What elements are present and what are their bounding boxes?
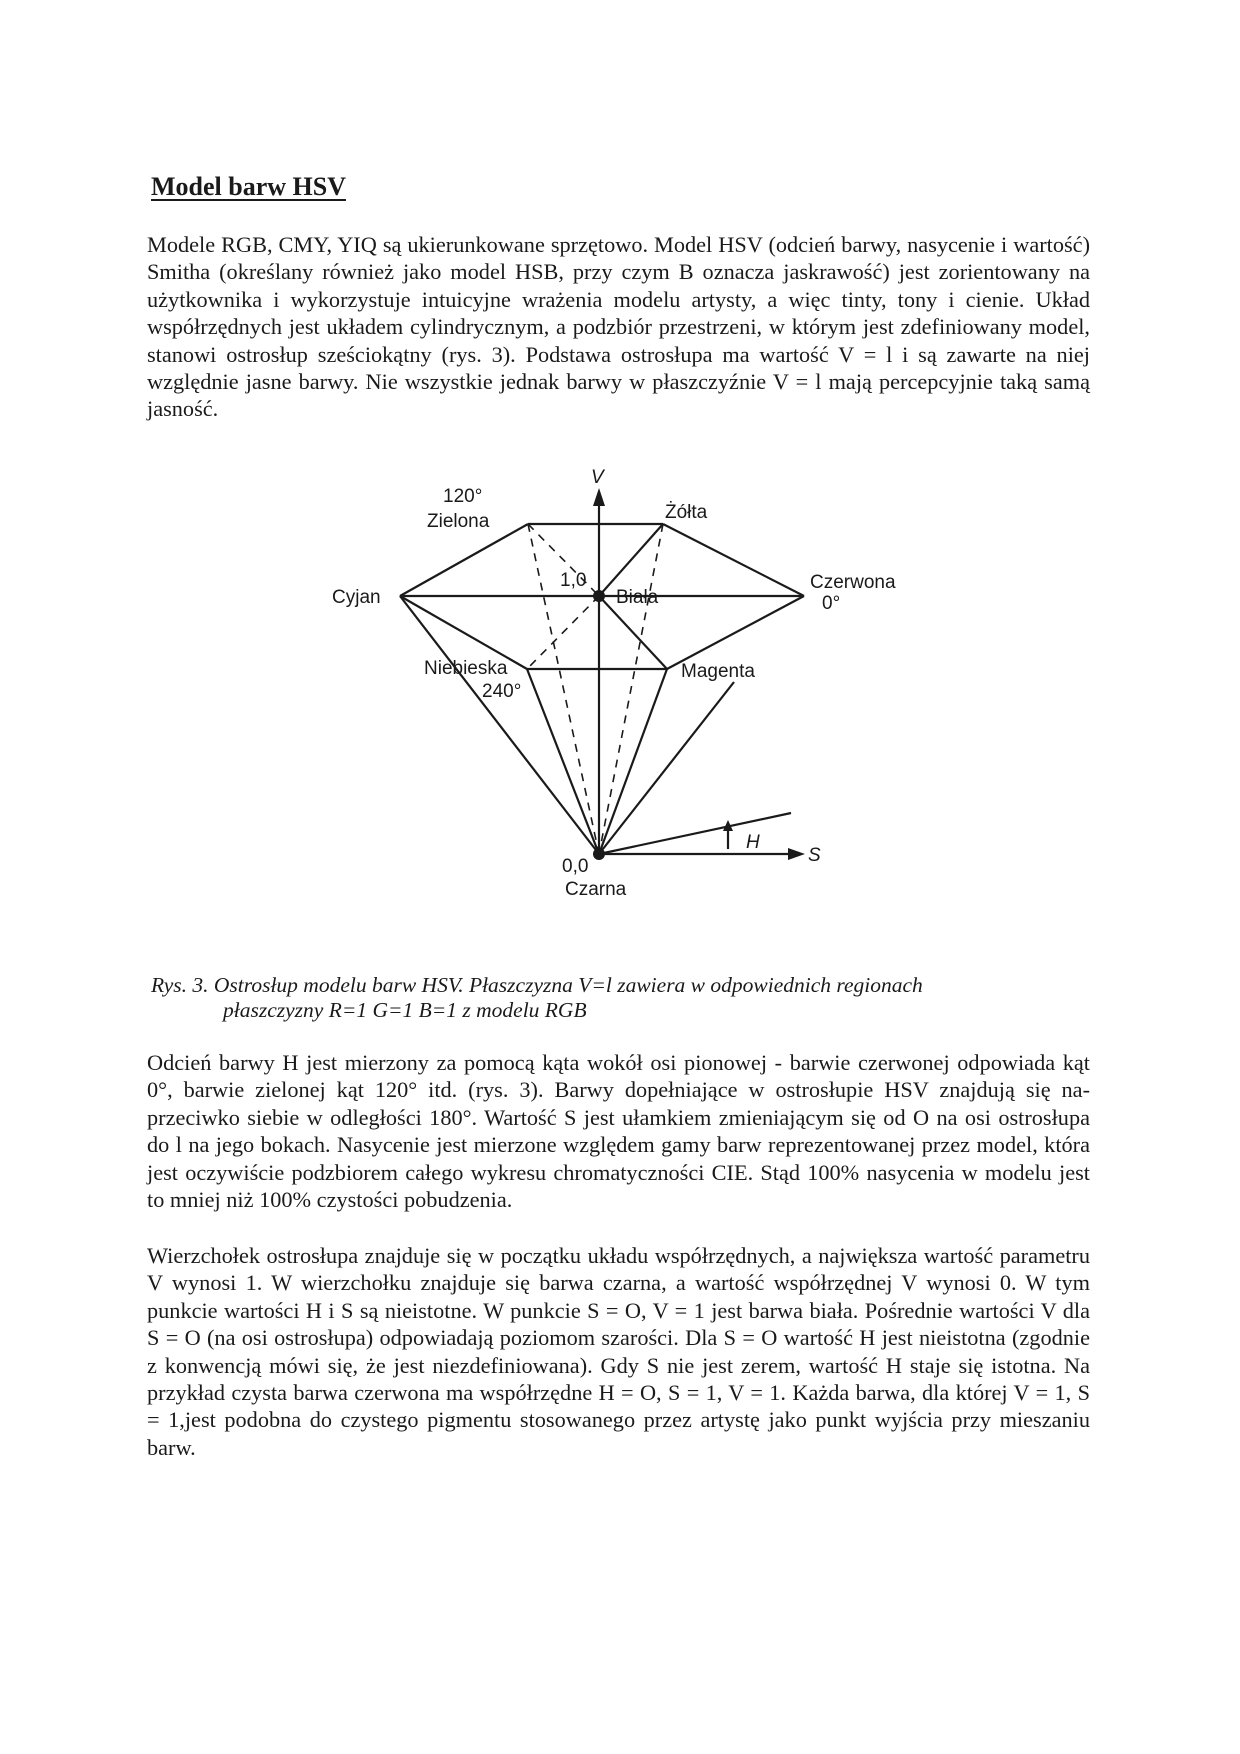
label-axis-h: H <box>746 832 760 853</box>
label-red-angle: 0° <box>822 593 841 614</box>
label-green: Zielona <box>427 511 490 532</box>
hidden-diagonal-white-blue <box>527 596 599 669</box>
hidden-edge-yellow <box>599 524 663 854</box>
cone-edge-red <box>599 682 734 854</box>
label-origin: 0,0 <box>562 856 589 877</box>
label-white: Biała <box>616 587 659 608</box>
black-point <box>593 848 605 860</box>
label-cyan: Cyjan <box>332 587 381 608</box>
label-blue-angle: 240° <box>482 681 522 702</box>
caption-line-1: Rys. 3. Ostrosłup modelu barw HSV. Płaszczyzna V=l zawiera w odpowiednich regionach <box>151 973 923 997</box>
edge-cyan-green <box>400 524 528 596</box>
hsv-hexcone-figure <box>300 460 940 930</box>
page-title: Model barw HSV <box>151 172 346 201</box>
axis-h-line <box>599 813 791 854</box>
caption-line-2: płaszczyzny R=1 G=1 B=1 z modelu RGB <box>223 998 587 1022</box>
label-axis-s: S <box>808 845 821 866</box>
edge-red-magenta <box>667 596 804 669</box>
diagonal-yellow-white <box>599 524 663 596</box>
label-black: Czarna <box>565 879 627 900</box>
paragraph-hue: Odcień barwy H jest mierzony za pomocą kąta wokół osi pionowej - barwie czerwonej odpowiada kąt 0°, barwie zielonej kąt 120° itd. (rys. 3). Barwy dopełniające w ostrosłupie HSV znajdują się na-przeciwko siebie w odległości 180°. Wartość S jest ułamkiem zmieniającym się od O na osi ostrosłupa do l na jego bokach. Nasycenie jest mierzone względem gamy barw reprezentowanej przez model, która jest oczywiście podzbiorem całego wykresu chromatyczności CIE. Stąd 100% nasycenia w modelu jest to mniej niż 100% czystości pobudzenia. <box>147 1050 1090 1213</box>
label-green-angle: 120° <box>443 486 483 507</box>
label-yellow: Żółta <box>665 502 708 523</box>
paragraph-intro: Modele RGB, CMY, YIQ są ukierunkowane sprzętowo. Model HSV (odcień barwy, nasycenie i wartość) Smitha (określany również jako model HSB, przy czym B oznacza jaskrawość) jest zorientowany na użytkownika i wykorzystuje intuicyjne wrażenia modelu artysty, a więc tinty, tony i cienie. Układ współrzędnych jest układem cylindrycznym, a podzbiór przestrzeni, w którym jest zdefiniowany model, stanowi ostrosłup sześciokątny (rys. 3). Podstawa ostrosłupa ma wartość V = l i są zawarte na niej względnie jasne barwy. Nie wszystkie jednak barwy w płaszczyźnie V = l mają percepcyjnie taką samą jasność. <box>147 232 1090 422</box>
edge-yellow-red <box>663 524 804 596</box>
cone-edge-magenta <box>599 669 667 854</box>
label-top-value: 1,0 <box>560 570 587 591</box>
axis-s-arrow <box>788 848 805 860</box>
axis-v-arrow <box>593 488 605 506</box>
label-red: Czerwona <box>810 572 896 593</box>
paragraph-apex: Wierzchołek ostrosłupa znajduje się w początku układu współrzędnych, a największa wartość parametru V wynosi 1. W wierzchołku znajduje się barwa czarna, a wartość współrzędnej V wynosi 0. W tym punkcie wartości H i S są nieistotne. W punkcie S = O, V = 1 jest barwa biała. Pośrednie wartości V dla S = O (na osi ostrosłupa) odpowiadają poziomom szarości. Dla S = O wartość H jest nieistotna (zgodnie z konwencją mówi się, że jest niezdefiniowana). Gdy S nie jest zerem, wartość H staje się istotna. Na przykład czysta barwa czerwona ma współrzędne H = O, S = 1, V = 1. Każda barwa, dla której V = 1, S = 1,jest podobna do czystego pigmentu stosowanego przez artystę jako punkt wyjścia przy mieszaniu barw. <box>147 1243 1090 1460</box>
label-blue: Niebieska <box>424 658 508 679</box>
label-magenta: Magenta <box>681 661 755 682</box>
cone-edge-cyan <box>400 596 599 854</box>
label-axis-v: V <box>591 467 604 488</box>
cone-edge-blue <box>527 669 599 854</box>
white-point <box>593 590 605 602</box>
figure-caption <box>151 973 1051 1023</box>
